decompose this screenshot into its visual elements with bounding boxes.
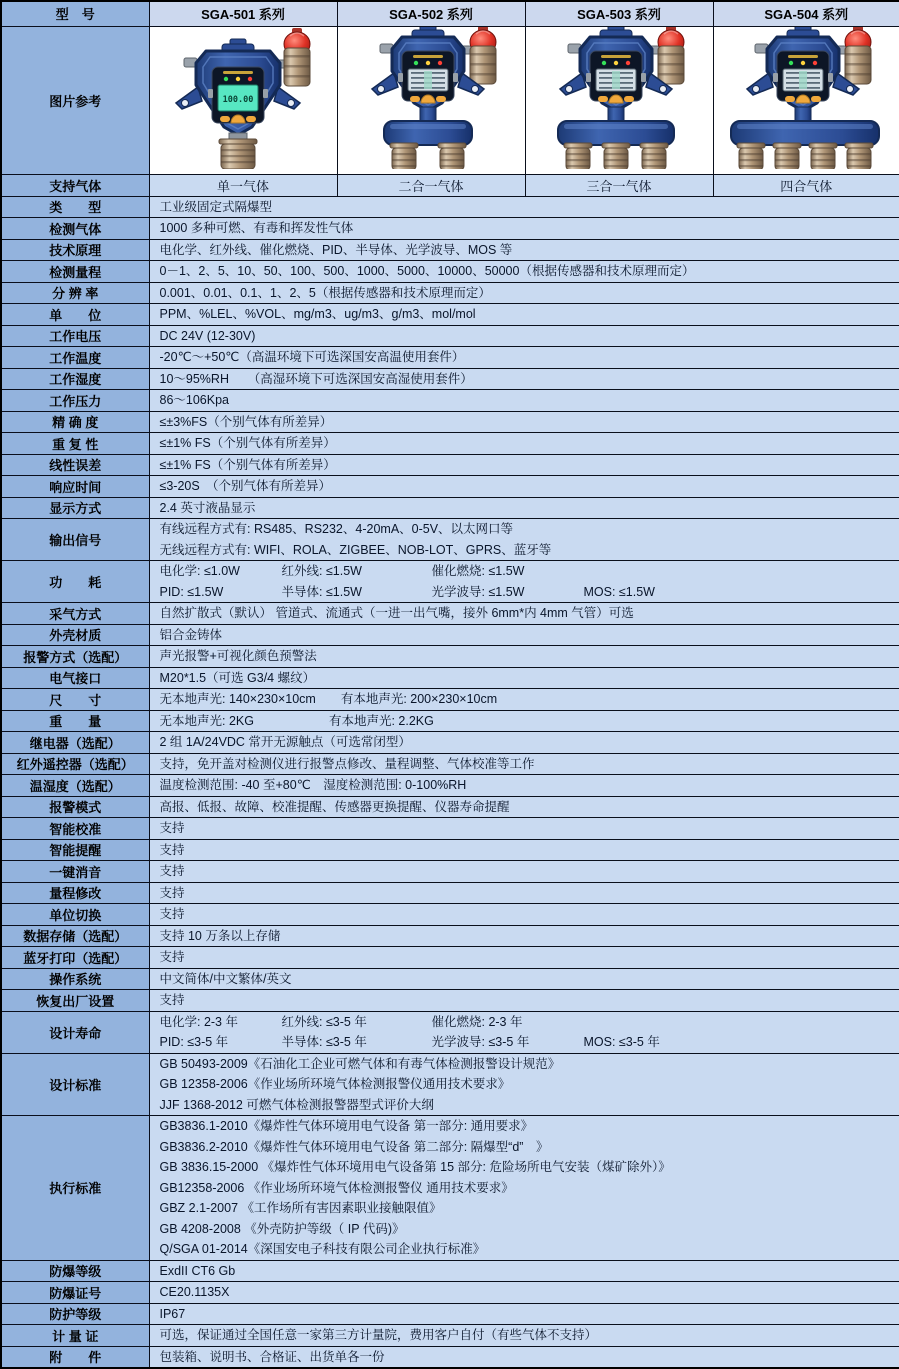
spec-value-line: 0.001、0.01、0.1、1、2、5（根据传感器和技术原理而定） — [159, 285, 491, 300]
spec-row — [1, 689, 899, 711]
spec-row-label: 显示方式 — [1, 497, 149, 519]
spec-value-line: 支持 — [159, 821, 185, 835]
spec-row-value — [149, 519, 899, 561]
sensor-head — [640, 143, 668, 169]
spec-value-line: 无本地声光: 140×230×10cm 有本地声光: 200×230×10cm — [159, 692, 498, 706]
spec-row-value — [149, 1053, 899, 1116]
spec-value-line: 支持 — [159, 950, 185, 964]
spec-row — [1, 239, 899, 261]
spec-row-value — [149, 1116, 899, 1261]
spec-value-segment: 红外线: ≤3-5 年 — [281, 1014, 367, 1029]
spec-value-line: 自然扩散式（默认） 管道式、流通式（一进一出气嘴，接外 6mm*内 4mm 气管）可选 — [159, 606, 634, 620]
spec-value-segment: 半导体: ≤3-5 年 — [281, 1035, 367, 1049]
spec-row — [1, 411, 899, 433]
spec-row-label: 报警模式 — [1, 796, 149, 818]
spec-row-value — [149, 839, 899, 861]
spec-value-line: PPM、%LEL、%VOL、mg/m3、ug/m3、g/m3、mol/mol — [159, 307, 476, 321]
spec-row-value — [149, 411, 899, 433]
spec-row — [1, 561, 899, 603]
spec-value-segment: 电化学: ≤1.0W — [159, 564, 240, 578]
spec-row-value — [149, 304, 899, 326]
spec-row-value — [149, 1303, 899, 1325]
spec-row-label: 设计标准 — [1, 1053, 149, 1116]
device-image-sga503 — [525, 26, 713, 174]
spec-row — [1, 347, 899, 369]
spec-row — [1, 1346, 899, 1368]
gas-detector-illustration — [340, 27, 522, 169]
spec-value-line: GB 50493-2009《石油化工企业可燃气体和有毒气体检测报警设计规范》 — [159, 1056, 561, 1071]
spec-row-label: 红外遥控器（选配） — [1, 753, 149, 775]
spec-value-segment: 催化燃烧: 2-3 年 — [431, 1014, 523, 1029]
spec-value-segment: PID: ≤3-5 年 — [159, 1035, 229, 1049]
sensor-head — [737, 143, 765, 169]
spec-row-label: 工作电压 — [1, 325, 149, 347]
spec-row-label: 附 件 — [1, 1346, 149, 1368]
spec-row — [1, 732, 899, 754]
spec-value-line: 86～106Kpa — [159, 393, 230, 407]
spec-row — [1, 839, 899, 861]
spec-value-line — [160, 582, 890, 603]
spec-row — [1, 796, 899, 818]
spec-value-line: GB3836.2-2010《爆炸性气体环境用电气设备 第二部分: 隔爆型“d” 》 — [159, 1139, 549, 1154]
spec-row-label: 报警方式（选配） — [1, 646, 149, 668]
spec-row — [1, 218, 899, 240]
spec-value-line: -20℃～+50℃（高温环境下可选深国安高温使用套件） — [159, 350, 465, 364]
spec-row-value — [149, 239, 899, 261]
spec-row-label: 数据存储（选配） — [1, 925, 149, 947]
spec-row — [1, 947, 899, 969]
spec-row-value — [149, 196, 899, 218]
device-image-sga502 — [337, 26, 525, 174]
model-header-sga503: SGA-503 系列 — [525, 1, 713, 26]
spec-value-line: ≤±1% FS（个别气体有所差异） — [159, 457, 336, 472]
spec-row — [1, 304, 899, 326]
model-header-sga502: SGA-502 系列 — [337, 1, 525, 26]
spec-value-line: 包装箱、说明书、合格证、出货单各一份 — [159, 1349, 385, 1364]
spec-value-line: 无本地声光: 2KG 有本地声光: 2.2KG — [159, 713, 434, 728]
spec-value-line: ≤3-20S （个别气体有所差异） — [159, 479, 331, 493]
spec-row-label: 检测量程 — [1, 261, 149, 283]
spec-value-segment: MOS: ≤3-5 年 — [583, 1035, 660, 1049]
spec-value-line: 电化学、红外线、催化燃烧、PID、半导体、光学波导、MOS 等 — [159, 242, 513, 257]
spec-row-value — [149, 261, 899, 283]
spec-value-line: 支持，免开盖对检测仪进行报警点修改、量程调整、气体校准等工作 — [159, 756, 535, 771]
spec-value-line: 支持 — [159, 993, 185, 1007]
spec-value-line: IP67 — [159, 1306, 186, 1321]
spec-row-label: 线性误差 — [1, 454, 149, 476]
spec-row-value — [149, 990, 899, 1012]
spec-value-line — [160, 561, 890, 582]
spec-row-label: 类 型 — [1, 196, 149, 218]
device-image-sga501 — [149, 26, 337, 174]
spec-row-label: 重 复 性 — [1, 433, 149, 455]
spec-value-line: 铝合金铸体 — [159, 627, 223, 642]
spec-row — [1, 261, 899, 283]
spec-value-line: GB 4208-2008 《外壳防护等级（ IP 代码)》 — [159, 1221, 405, 1236]
spec-row-label: 设计寿命 — [1, 1011, 149, 1053]
model-header-row — [1, 1, 899, 26]
spec-row — [1, 1260, 899, 1282]
spec-row-value — [149, 497, 899, 519]
spec-row-label: 防护等级 — [1, 1303, 149, 1325]
spec-row-value — [149, 947, 899, 969]
spec-value-line: 无线远程方式有: WIFI、ROLA、ZIGBEE、NOB-LOT、GPRS、蓝牙等 — [159, 542, 552, 557]
spec-row — [1, 710, 899, 732]
spec-row-value — [149, 603, 899, 625]
spec-row — [1, 1282, 899, 1304]
spec-row — [1, 990, 899, 1012]
model-header-sga504: SGA-504 系列 — [713, 1, 899, 26]
spec-value-line: GB 12358-2006《作业场所环境气体检测报警仪通用技术要求》 — [159, 1077, 511, 1091]
spec-row-value — [149, 732, 899, 754]
spec-row-value — [149, 646, 899, 668]
spec-row — [1, 603, 899, 625]
spec-row — [1, 925, 899, 947]
spec-row-value — [149, 325, 899, 347]
spec-row-label: 功 耗 — [1, 561, 149, 603]
spec-row-value — [149, 1011, 899, 1053]
spec-value-line: ExdII CT6 Gb — [159, 1263, 236, 1278]
spec-row-value — [149, 368, 899, 390]
image-row-label: 图片参考 — [1, 26, 149, 174]
spec-row-value — [149, 390, 899, 412]
spec-row-label: 尺 寸 — [1, 689, 149, 711]
gas-value-sga502: 二合一气体 — [337, 174, 525, 196]
display-panel — [586, 51, 646, 103]
sensor-head — [564, 143, 592, 169]
spec-value-segment: 半导体: ≤1.5W — [281, 584, 362, 599]
spec-value-line: 支持 — [159, 842, 185, 857]
spec-value-line: 支持 — [159, 907, 185, 921]
spec-value-segment: 光学波导: ≤1.5W — [431, 584, 525, 599]
spec-row-label: 继电器（选配） — [1, 732, 149, 754]
spec-row-label: 智能提醒 — [1, 839, 149, 861]
spec-row — [1, 282, 899, 304]
spec-row-value — [149, 433, 899, 455]
spec-row — [1, 454, 899, 476]
spec-row-label: 检测气体 — [1, 218, 149, 240]
spec-row-label: 输出信号 — [1, 519, 149, 561]
spec-row-value — [149, 861, 899, 883]
gas-row-label: 支持气体 — [1, 174, 149, 196]
spec-row — [1, 1303, 899, 1325]
spec-row — [1, 775, 899, 797]
spec-value-line: 可选，保证通过全国任意一家第三方计量院，费用客户自付（有些气体不支持） — [159, 1328, 598, 1342]
spec-value-line: DC 24V (12-30V) — [159, 328, 256, 343]
spec-row-value — [149, 218, 899, 240]
sensor-head — [773, 143, 801, 169]
spec-row-value — [149, 796, 899, 818]
spec-row-label: 技术原理 — [1, 239, 149, 261]
spec-row — [1, 196, 899, 218]
spec-row — [1, 753, 899, 775]
spec-row — [1, 476, 899, 498]
spec-row — [1, 1011, 899, 1053]
spec-value-line — [160, 1012, 890, 1033]
spec-row-label: 一键消音 — [1, 861, 149, 883]
spec-row-value — [149, 561, 899, 603]
spec-value-line — [160, 1032, 890, 1053]
spec-row — [1, 968, 899, 990]
spec-row-label: 防爆证号 — [1, 1282, 149, 1304]
spec-row-value — [149, 904, 899, 926]
spec-row-label: 智能校准 — [1, 818, 149, 840]
spec-row-value — [149, 454, 899, 476]
gas-value-sga501: 单一气体 — [149, 174, 337, 196]
spec-value-line: M20*1.5（可选 G3/4 螺纹） — [159, 670, 316, 685]
spec-value-line: 中文简体/中文繁体/英文 — [159, 971, 292, 986]
gas-detector-illustration — [528, 27, 710, 169]
sensor-head — [438, 143, 466, 169]
spec-row-label: 重 量 — [1, 710, 149, 732]
spec-value-line: CE20.1135X — [159, 1285, 230, 1299]
spec-row-value — [149, 775, 899, 797]
spec-row-value — [149, 710, 899, 732]
device-image — [340, 27, 522, 169]
device-image-row — [1, 26, 899, 174]
spec-row — [1, 497, 899, 519]
spec-row — [1, 882, 899, 904]
spec-row-value — [149, 1325, 899, 1347]
spec-value-segment: MOS: ≤1.5W — [583, 584, 655, 599]
spec-value-line: 0－1、2、5、10、50、100、500、1000、5000、10000、50000（根据传感器和技术原理而定） — [159, 264, 695, 278]
spec-value-line: 支持 — [159, 885, 185, 900]
gas-value-sga503: 三合一气体 — [525, 174, 713, 196]
spec-row-label: 操作系统 — [1, 968, 149, 990]
spec-value-segment: 光学波导: ≤3-5 年 — [431, 1035, 530, 1049]
spec-row-label: 温湿度（选配） — [1, 775, 149, 797]
spec-row-label: 防爆等级 — [1, 1260, 149, 1282]
spec-row — [1, 368, 899, 390]
spec-row — [1, 904, 899, 926]
spec-value-line: ≤±1% FS（个别气体有所差异） — [159, 436, 336, 450]
spec-value-line: 支持 — [159, 864, 185, 878]
spec-row — [1, 433, 899, 455]
spec-row-value — [149, 882, 899, 904]
spec-row-value — [149, 1346, 899, 1368]
spec-value-line: 温度检测范围: -40 至+80℃ 湿度检测范围: 0-100%RH — [159, 778, 467, 792]
spec-row — [1, 646, 899, 668]
spec-row-label: 外壳材质 — [1, 624, 149, 646]
spec-value-line: Q/SGA 01-2014《深国安电子科技有限公司企业执行标准》 — [159, 1242, 486, 1256]
spec-row — [1, 624, 899, 646]
spec-row — [1, 1325, 899, 1347]
spec-row — [1, 325, 899, 347]
model-header-sga501: SGA-501 系列 — [149, 1, 337, 26]
screen-reading: 100.00 — [222, 94, 254, 105]
device-image — [152, 27, 334, 169]
spec-row-label: 单位切换 — [1, 904, 149, 926]
spec-value-segment: PID: ≤1.5W — [159, 584, 224, 599]
sensor-head — [845, 143, 873, 169]
spec-value-line: 2.4 英寸液晶显示 — [159, 500, 256, 515]
sensor-head — [390, 143, 418, 169]
spec-value-line: GB12358-2006 《作业场所环境气体检测报警仪 通用技术要求》 — [159, 1180, 514, 1195]
spec-row — [1, 818, 899, 840]
spec-row-label: 精 确 度 — [1, 411, 149, 433]
spec-row-value — [149, 818, 899, 840]
spec-row — [1, 861, 899, 883]
spec-value-segment: 电化学: 2-3 年 — [159, 1014, 238, 1029]
spec-row-label: 单 位 — [1, 304, 149, 326]
display-panel — [208, 67, 268, 123]
spec-row-value — [149, 689, 899, 711]
spec-rows-body — [1, 196, 899, 1368]
spec-row-value — [149, 968, 899, 990]
spec-row-label: 分 辨 率 — [1, 282, 149, 304]
spec-row-label: 量程修改 — [1, 882, 149, 904]
gas-detector-illustration — [715, 27, 897, 169]
display-panel — [398, 51, 458, 103]
spec-row-label: 执行标准 — [1, 1116, 149, 1261]
spec-value-line: 1000 多种可燃、有毒和挥发性气体 — [159, 221, 354, 235]
spec-row-value — [149, 753, 899, 775]
spec-row-label: 工作压力 — [1, 390, 149, 412]
spec-value-line: GBZ 2.1-2007 《工作场所有害因素职业接触限值》 — [159, 1201, 442, 1215]
gas-detector-illustration — [152, 27, 334, 169]
spec-row-value — [149, 347, 899, 369]
spec-row-value — [149, 624, 899, 646]
device-image — [715, 27, 897, 169]
spec-row-value — [149, 282, 899, 304]
spec-row-label: 工作温度 — [1, 347, 149, 369]
spec-value-line: GB3836.1-2010《爆炸性气体环境用电气设备 第一部分: 通用要求》 — [159, 1119, 534, 1133]
spec-value-line: 10～95%RH （高湿环境下可选深国安高湿使用套件） — [159, 371, 473, 386]
sensor-head — [219, 139, 257, 169]
spec-value-line: 声光报警+可视化颜色预警法 — [159, 649, 317, 663]
model-header-label: 型 号 — [1, 1, 149, 26]
display-panel — [773, 51, 833, 103]
spec-value-line: 工业级固定式隔爆型 — [159, 199, 273, 214]
spec-value-segment: 红外线: ≤1.5W — [281, 564, 362, 578]
spec-row — [1, 667, 899, 689]
spec-row-label: 采气方式 — [1, 603, 149, 625]
supported-gas-row — [1, 174, 899, 196]
spec-row-label: 工作湿度 — [1, 368, 149, 390]
spec-row-label: 蓝牙打印（选配） — [1, 947, 149, 969]
spec-row — [1, 1116, 899, 1261]
spec-value-line: 高报、低报、故障、校准提醒、传感器更换提醒、仪器寿命提醒 — [159, 799, 510, 814]
device-image-sga504 — [713, 26, 899, 174]
spec-value-line: 2 组 1A/24VDC 常开无源触点（可选常闭型） — [159, 735, 411, 749]
spec-value-line: 有线远程方式有: RS485、RS232、4-20mA、0-5V、以太网口等 — [159, 522, 514, 536]
spec-value-line: GB 3836.15-2000 《爆炸性气体环境用电气设备第 15 部分: 危险场所电气安装（煤矿除外）》 — [159, 1160, 671, 1174]
spec-row-value — [149, 667, 899, 689]
spec-row — [1, 1053, 899, 1116]
device-image — [528, 27, 710, 169]
spec-row-label: 响应时间 — [1, 476, 149, 498]
spec-row — [1, 519, 899, 561]
spec-row-label: 电气接口 — [1, 667, 149, 689]
spec-value-line: 支持 10 万条以上存储 — [159, 928, 281, 943]
spec-row — [1, 390, 899, 412]
spec-row-value — [149, 925, 899, 947]
spec-value-segment: 催化燃烧: ≤1.5W — [431, 564, 525, 578]
sensor-head — [602, 143, 630, 169]
spec-row-label: 恢复出厂设置 — [1, 990, 149, 1012]
sensor-head — [809, 143, 837, 169]
spec-row-value — [149, 1260, 899, 1282]
spec-row-label: 计 量 证 — [1, 1325, 149, 1347]
spec-value-line: ≤±3%FS（个别气体有所差异） — [159, 414, 333, 429]
gas-value-sga504: 四合气体 — [713, 174, 899, 196]
spec-row-value — [149, 476, 899, 498]
spec-value-line: JJF 1368-2012 可燃气体检测报警器型式评价大纲 — [159, 1097, 434, 1112]
spec-row-value — [149, 1282, 899, 1304]
